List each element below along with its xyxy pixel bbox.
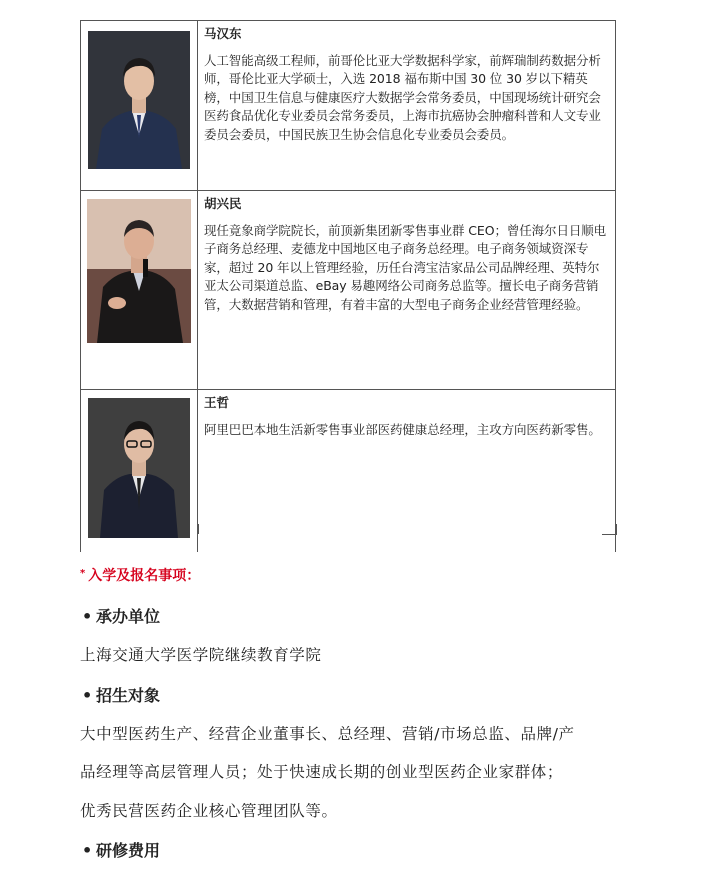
subtitle-organizer	[82, 604, 160, 627]
portrait-photo	[88, 31, 190, 169]
subtitle-target-audience	[82, 683, 160, 706]
faculty-row	[81, 191, 616, 390]
person-name: 马汉东	[204, 26, 242, 41]
subtitle-text: 研修费用	[96, 841, 161, 860]
person-bio: 现任竟象商学院院长，前顶新集团新零售事业群 CEO；曾任海尔日日顺电子商务总经理、麦德龙中国地区电子商务总经理。电子商务领域资深专家，超过 20 年以上管理经验，历任台湾宝洁家品公司品牌经理、英特尔亚太公司渠道总监、eBay 易趣网络公司商务总监等。擅长电子商务营销管，大数据营销和管理，有着丰富的大型电子商务企业经营管理经验。	[204, 223, 607, 312]
audience-line: 大中型医药生产、经营企业董事长、总经理、营销/市场总监、品牌/产	[80, 725, 575, 743]
table-bottom-border	[80, 524, 617, 536]
person-name: 王哲	[204, 395, 230, 410]
portrait-photo	[87, 199, 191, 343]
heading-text: 入学及报名事项：	[88, 568, 201, 584]
person-bio: 阿里巴巴本地生活新零售事业部医药健康总经理，主攻方向医药新零售。	[204, 422, 601, 437]
bullet-icon: •	[82, 841, 93, 860]
subtitle-tuition	[82, 838, 160, 861]
person-bio: 人工智能高级工程师，前哥伦比亚大学数据科学家，前辉瑞制药数据分析师，哥伦比亚大学硕士，入选 2018 福布斯中国 30 位 30 岁以下精英榜，中国卫生信息与健康医疗大数据学会常务委员，中国现场统计研究会医药食品优化专业委员会常务委员，上海市抗癌协会肿瘤科普和人文专业委员会委员，中国民族卫生协会信息化专业委员会委员。	[204, 53, 601, 142]
faculty-table	[80, 20, 616, 552]
photo-cell	[81, 21, 198, 191]
subtitle-text: 招生对象	[96, 686, 161, 705]
enrollment-heading	[80, 565, 200, 585]
subtitle-text: 承办单位	[96, 607, 161, 626]
audience-line: 品经理等高层管理人员；处于快速成长期的创业型医药企业家群体；	[80, 763, 564, 781]
organizer-text: 上海交通大学医学院继续教育学院	[80, 646, 322, 664]
bullet-icon: •	[82, 607, 93, 626]
person-name: 胡兴民	[204, 196, 242, 211]
audience-line: 优秀民营医药企业核心管理团队等。	[80, 802, 338, 820]
bio-cell	[198, 21, 616, 191]
faculty-row	[81, 21, 616, 191]
portrait-photo	[88, 398, 190, 538]
bio-cell	[198, 191, 616, 390]
photo-cell	[81, 191, 198, 390]
bullet-icon: •	[82, 686, 93, 705]
star-marker: *	[80, 568, 86, 579]
